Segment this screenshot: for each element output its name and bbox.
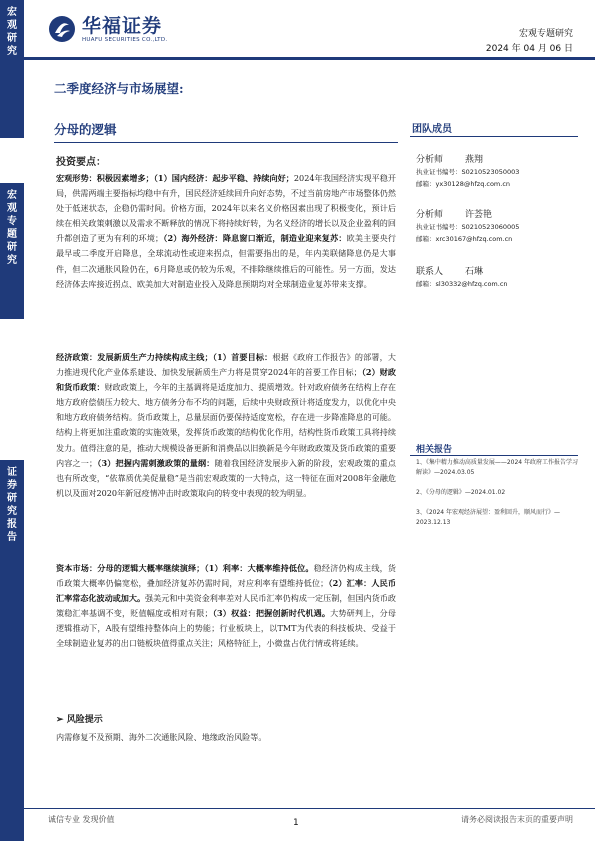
member-email[interactable]: 邮箱：sl30332@hfzq.com.cn: [416, 280, 508, 288]
risk-text: 内需修复不及预期、海外二次通胀风险、地缘政治风险等。: [56, 732, 267, 742]
rate-body: 稳经济仍构成主线，货币政策大概率仍偏宽松，叠加经济复苏仍需时间，对应利率有望维持低位；: [56, 563, 396, 589]
fx-lead: （2）汇率：人民币汇率常态化波动或加大。: [56, 578, 396, 604]
logo-name-en: HUAFU SECURITIES CO.,LTD.: [82, 37, 168, 43]
related-divider: [410, 455, 578, 456]
highlights-top-divider: [54, 142, 398, 143]
equity-body: 大势研判上，分母逻辑推动下，A股有望维持整体向上的势能；行业板块上，以TMT为代表的科技板块、受益于全球制造业复苏的出口链板块值得重点关注；风格特征上，小微盘占优行情或将延续。: [56, 608, 396, 649]
highlight-policy: [56, 350, 396, 501]
member-email[interactable]: 邮箱：xrc30167@hfzq.com.cn: [416, 235, 513, 243]
equity-lead: （3）权益：把握创新时代机遇。: [212, 608, 331, 619]
highlight-macro: [56, 171, 396, 292]
related-reports-title: 相关报告: [416, 445, 453, 455]
member-cert: 执业证书编号：S0210523050003: [416, 168, 520, 176]
member-name: 石琳: [465, 267, 484, 277]
fiscal-lead: （2）财政和货币政策：: [56, 367, 396, 393]
policy-body: 根据《政府工作报告》的部署，大力推进现代化产业体系建设、加快发展新质生产力将是贯穿2024年的首要工作目标；: [56, 352, 396, 378]
team-section-title: 团队成员: [412, 124, 452, 135]
member-email[interactable]: 邮箱：yx30128@hfzq.com.cn: [416, 180, 511, 188]
fx-body: 强美元和中美资金利率差对人民币汇率仍构成一定压制，但国内货币政策稳汇率基调不变，贬值幅度或相对有限；: [56, 593, 396, 619]
related-reports-list: [416, 458, 582, 538]
member-role: 分析师: [416, 210, 444, 220]
highlights-title: 投资要点：: [56, 157, 106, 168]
member-role: 分析师: [416, 155, 444, 165]
company-logo: [48, 15, 167, 43]
team-member: [416, 209, 519, 245]
macro-lead: 宏观形势：积极因素增多；（1）国内经济：起步平稳、持续向好；: [56, 173, 294, 183]
overseas-lead: （2）海外经济：降息窗口渐近，制造业迎来复苏：: [163, 233, 347, 244]
report-title-line1: 二季度经济与市场展望:: [54, 81, 184, 96]
overseas-body: 欧美主要央行最早或二季度开启降息，全球流动性或迎来拐点，但需要指出的是，年内美联储降息仍是大事件，但二次通胀风险仍在，6月降息或仍较为乐观，不排除继续推后的可能性。另一方面，发达经济体去库接近拐点、欧美加大对制造业投入及降息预期均对全球制造业复苏带来支撑。: [56, 233, 396, 289]
report-title-line2: 分母的逻辑: [54, 122, 117, 137]
huafu-logo-icon: [48, 15, 76, 43]
member-name: 许荟艳: [465, 210, 493, 220]
member-role: 联系人: [416, 267, 444, 277]
sidebar-label-macro-research: 宏 观 研 究: [0, 0, 24, 138]
footer-divider: [24, 808, 595, 809]
demand-body: 随着我国经济发展步入新的阶段，宏观政策的重点也有所改变，“依靠质优美促量稳”是当前宏观政策的一大特点，这一特征在面对2008年金融危机以及面对2020年新冠疫情冲击时政策取向的转变中表现的较为明显。: [56, 457, 396, 498]
macro-body: 2024年我国经济实现平稳开局，供需两端主要指标均稳中有升，国民经济延续回升向好态势，不过当前房地产市场整体仍然处于低迷状态，企稳仍需时间。价格方面，2024年以来名义价格因素出现了积极变化，预计后续在相关政策刺激以及需求不断释放的情况下将持续好转，为名义经济的增长以及企业盈利的回升都创造了更为有利的环境；: [56, 173, 396, 244]
market-lead: 资本市场：分母的逻辑大概率继续演绎；（1）利率：大概率维持低位。: [56, 563, 314, 573]
report-date: 2024 年 04 月 06 日: [485, 44, 573, 54]
header-divider: [24, 57, 595, 60]
team-divider: [410, 136, 578, 137]
footer-disclaimer: 请务必阅读报告末页的重要声明: [461, 815, 573, 824]
demand-lead: （3）把握内需刺激政策的量纲：: [97, 457, 215, 468]
logo-name-cn: 华福证券: [82, 15, 163, 37]
related-report-item[interactable]: 1、《集中精力推动高质量发展——2024 年政府工作报告学习解读》—2024.03.05: [416, 459, 578, 476]
bullet-arrow-icon: ➢: [56, 715, 64, 725]
page-number: 1: [293, 818, 299, 828]
highlight-capital-market: [56, 561, 396, 652]
fiscal-body: 财政政策上，今年的主基调将是适度加力、提质增效。针对政府债务在结构上存在地方政府偿债压力较大、地方债务分布不均的问题，后续中央财政预计将适度发力，以优化中央和地方政府债务结构。货币政策上，总量层面仍要保持适度宽松，存在进一步降准降息的可能。结构上将更加注重政策的实施效果，发挥货币政策的结构优化作用，结构性货币政策工具将持续发力。值得注意的是，推动大规模设备更新和消费品以旧换新是今年财政政策及货币政策的重要内容之一；: [56, 382, 396, 468]
risk-title-text: 风险提示: [66, 715, 103, 725]
team-member: [416, 266, 508, 290]
footer-slogan: 诚信专业 发现价值: [48, 815, 115, 824]
left-sidebar: [0, 0, 24, 841]
member-cert: 执业证书编号：S0210523060005: [416, 223, 520, 231]
sidebar-label-securities-report: 证 券 研 究 报 告: [0, 460, 24, 841]
team-member: [416, 154, 519, 190]
related-report-item[interactable]: 3、《2024 年宏观经济展望：盈利回升，顺风而行》—2023.12.13: [416, 509, 560, 526]
sidebar-label-macro-special-research: 宏 观 专 题 研 究: [0, 183, 24, 319]
report-type: 宏观专题研究: [518, 29, 573, 39]
policy-lead: 经济政策：发展新质生产力持续构成主线；（1）首要目标：: [56, 352, 273, 362]
member-name: 燕翔: [465, 155, 484, 165]
risk-section-title: [56, 712, 103, 725]
related-report-item[interactable]: 2、《分母的逻辑》—2024.01.02: [416, 489, 506, 496]
